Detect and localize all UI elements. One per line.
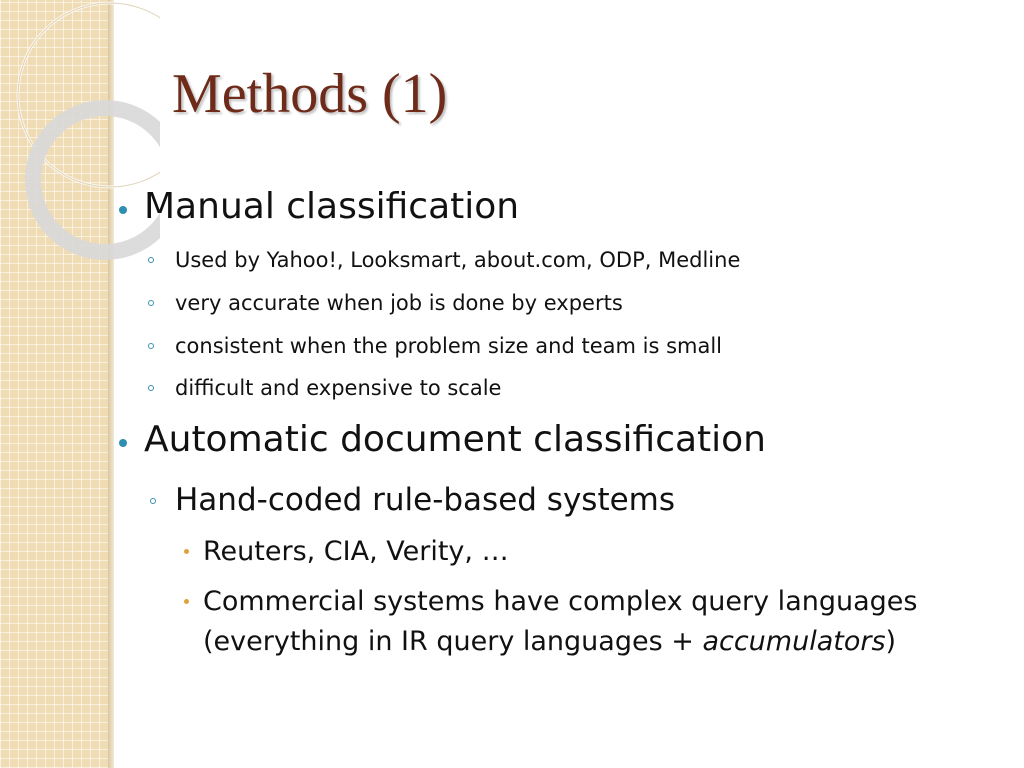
sub-bullet-circle-icon	[150, 498, 156, 504]
sub-sub-bullet-commercial-line2	[203, 626, 896, 657]
commercial-line2-text: (everything in IR query languages +	[203, 626, 703, 657]
sub-bullet-circle-icon	[148, 343, 154, 349]
sub-bullet-circle-icon	[148, 300, 154, 306]
slide-title: Methods (1)	[172, 63, 448, 125]
sub-sub-bullet-reuters: Reuters, CIA, Verity, …	[203, 536, 509, 567]
sub-bullet-accurate: very accurate when job is done by experts	[175, 291, 623, 315]
decorative-circles	[0, 0, 160, 260]
sub-bullet-circle-icon	[148, 385, 154, 391]
bullet-dot-icon	[119, 206, 127, 214]
sub-bullet-used-by: Used by Yahoo!, Looksmart, about.com, ODP, Medline	[175, 248, 741, 272]
sub-sub-bullet-dot-icon	[184, 549, 189, 554]
bullet-dot-icon	[119, 439, 127, 447]
commercial-line2-close: )	[885, 626, 897, 657]
bullet-manual-classification: Manual classification	[144, 186, 520, 227]
sub-bullet-difficult: difficult and expensive to scale	[175, 376, 502, 400]
sub-bullet-hand-coded: Hand-coded rule-based systems	[175, 482, 676, 518]
sub-sub-bullet-commercial-line1: Commercial systems have complex query languages	[203, 586, 918, 617]
bullet-automatic-classification: Automatic document classification	[144, 419, 767, 460]
sub-bullet-circle-icon	[148, 257, 154, 263]
accumulators-emphasis: accumulators	[702, 626, 886, 657]
sub-sub-bullet-dot-icon	[184, 599, 189, 604]
sub-bullet-consistent: consistent when the problem size and team is small	[175, 334, 723, 358]
